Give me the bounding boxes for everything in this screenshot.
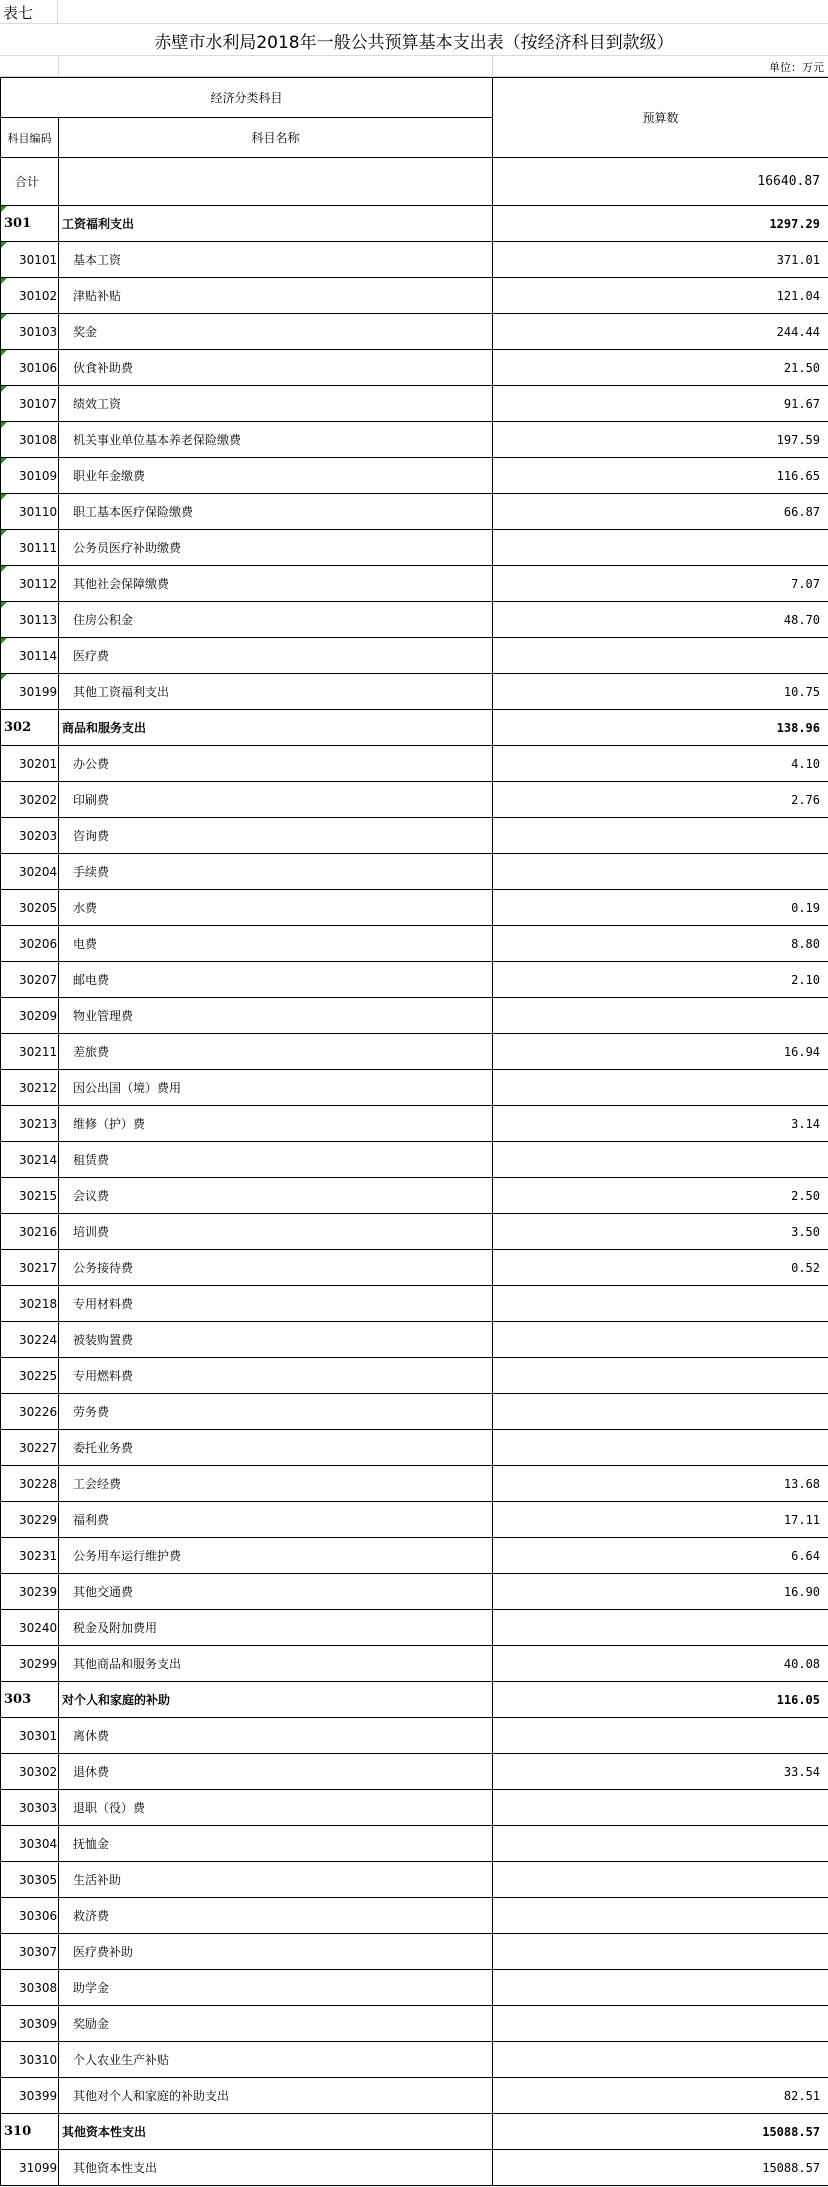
row-name: 机关事业单位基本养老保险缴费	[59, 422, 493, 458]
row-amount: 1297.29	[493, 206, 828, 242]
row-amount	[493, 1430, 828, 1466]
table-row	[1, 1718, 828, 1754]
row-name: 专用材料费	[59, 1286, 493, 1322]
row-amount	[493, 1970, 828, 2006]
table-row	[1, 638, 828, 674]
row-code: 30308	[1, 1970, 59, 2006]
row-amount: 91.67	[493, 386, 828, 422]
table-row	[1, 1286, 828, 1322]
row-code: 30231	[1, 1538, 59, 1574]
row-amount: 197.59	[493, 422, 828, 458]
table-row	[1, 278, 828, 314]
table-row	[1, 998, 828, 1034]
row-amount: 116.05	[493, 1682, 828, 1718]
row-amount: 6.64	[493, 1538, 828, 1574]
category-row	[1, 710, 828, 746]
table-row	[1, 314, 828, 350]
row-amount	[493, 998, 828, 1034]
row-amount	[493, 1862, 828, 1898]
row-amount: 16.94	[493, 1034, 828, 1070]
row-code: 30205	[1, 890, 59, 926]
row-name: 会议费	[59, 1178, 493, 1214]
row-code: 30215	[1, 1178, 59, 1214]
table-row	[1, 1178, 828, 1214]
row-code: 30103	[1, 314, 59, 350]
row-amount	[493, 1718, 828, 1754]
table-row	[1, 1574, 828, 1610]
category-row	[1, 1682, 828, 1718]
row-code: 30204	[1, 854, 59, 890]
row-amount: 0.52	[493, 1250, 828, 1286]
row-name: 邮电费	[59, 962, 493, 998]
table-row	[1, 1754, 828, 1790]
row-name: 奖励金	[59, 2006, 493, 2042]
row-amount: 371.01	[493, 242, 828, 278]
total-label: 合计	[1, 158, 59, 206]
row-name: 其他交通费	[59, 1574, 493, 1610]
header-name: 科目名称	[59, 118, 493, 158]
row-code: 30303	[1, 1790, 59, 1826]
row-name: 公务员医疗补助缴费	[59, 530, 493, 566]
row-name: 差旅费	[59, 1034, 493, 1070]
unit-label: 单位：万元	[769, 60, 824, 74]
table-row	[1, 926, 828, 962]
row-amount	[493, 2006, 828, 2042]
row-name: 福利费	[59, 1502, 493, 1538]
table-row	[1, 962, 828, 998]
table-row	[1, 1646, 828, 1682]
row-name: 其他资本性支出	[59, 2150, 493, 2186]
table-row	[1, 1610, 828, 1646]
row-code: 301	[1, 206, 59, 242]
row-code: 30229	[1, 1502, 59, 1538]
row-amount	[493, 2042, 828, 2078]
table-row	[1, 782, 828, 818]
row-name: 其他社会保障缴费	[59, 566, 493, 602]
row-code: 30309	[1, 2006, 59, 2042]
row-name: 劳务费	[59, 1394, 493, 1430]
table-row	[1, 1862, 828, 1898]
row-amount: 10.75	[493, 674, 828, 710]
row-code: 30202	[1, 782, 59, 818]
row-code: 30111	[1, 530, 59, 566]
row-code: 30310	[1, 2042, 59, 2078]
row-amount: 2.10	[493, 962, 828, 998]
table-row	[1, 1898, 828, 1934]
table-row	[1, 2042, 828, 2078]
table-row	[1, 1790, 828, 1826]
total-amount: 16640.87	[493, 158, 828, 206]
row-amount: 15088.57	[493, 2150, 828, 2186]
unit-row	[0, 56, 828, 77]
row-code: 30108	[1, 422, 59, 458]
row-name: 退休费	[59, 1754, 493, 1790]
row-code: 30213	[1, 1106, 59, 1142]
row-amount: 82.51	[493, 2078, 828, 2114]
row-amount: 16.90	[493, 1574, 828, 1610]
table-row	[1, 1070, 828, 1106]
row-name: 退职（役）费	[59, 1790, 493, 1826]
category-row	[1, 2114, 828, 2150]
row-name: 其他资本性支出	[59, 2114, 493, 2150]
table-row	[1, 1322, 828, 1358]
row-name: 工会经费	[59, 1466, 493, 1502]
table-row	[1, 1430, 828, 1466]
row-code: 30301	[1, 1718, 59, 1754]
row-name: 公务用车运行维护费	[59, 1538, 493, 1574]
row-name: 其他对个人和家庭的补助支出	[59, 2078, 493, 2114]
row-amount: 66.87	[493, 494, 828, 530]
header-group: 经济分类科目	[1, 78, 493, 118]
row-amount	[493, 1358, 828, 1394]
row-code: 30240	[1, 1610, 59, 1646]
row-amount	[493, 818, 828, 854]
row-code: 30201	[1, 746, 59, 782]
row-code: 30224	[1, 1322, 59, 1358]
table-row	[1, 1250, 828, 1286]
row-name: 咨询费	[59, 818, 493, 854]
row-code: 310	[1, 2114, 59, 2150]
row-name: 因公出国（境）费用	[59, 1070, 493, 1106]
row-code: 30302	[1, 1754, 59, 1790]
row-name: 培训费	[59, 1214, 493, 1250]
row-name: 委托业务费	[59, 1430, 493, 1466]
row-amount: 0.19	[493, 890, 828, 926]
row-code: 30114	[1, 638, 59, 674]
row-name: 公务接待费	[59, 1250, 493, 1286]
table-row	[1, 1394, 828, 1430]
row-code: 30216	[1, 1214, 59, 1250]
row-amount: 17.11	[493, 1502, 828, 1538]
row-code: 302	[1, 710, 59, 746]
row-code: 30199	[1, 674, 59, 710]
row-name: 电费	[59, 926, 493, 962]
row-name: 物业管理费	[59, 998, 493, 1034]
table-row	[1, 1034, 828, 1070]
table-row	[1, 1538, 828, 1574]
row-code: 30113	[1, 602, 59, 638]
budget-table	[0, 77, 828, 2186]
row-amount: 13.68	[493, 1466, 828, 1502]
row-name: 医疗费补助	[59, 1934, 493, 1970]
table-row	[1, 1970, 828, 2006]
row-code: 30304	[1, 1826, 59, 1862]
table-row	[1, 674, 828, 710]
row-name: 助学金	[59, 1970, 493, 2006]
row-amount	[493, 1826, 828, 1862]
table-row	[1, 1502, 828, 1538]
title-row	[0, 24, 828, 56]
row-amount	[493, 1070, 828, 1106]
row-code: 30228	[1, 1466, 59, 1502]
row-amount: 15088.57	[493, 2114, 828, 2150]
header-code: 科目编码	[1, 118, 59, 158]
table-row	[1, 746, 828, 782]
row-code: 30226	[1, 1394, 59, 1430]
row-code: 303	[1, 1682, 59, 1718]
table-row	[1, 602, 828, 638]
table-row	[1, 1934, 828, 1970]
table-row	[1, 2078, 828, 2114]
row-amount: 8.80	[493, 926, 828, 962]
row-code: 30307	[1, 1934, 59, 1970]
row-name: 住房公积金	[59, 602, 493, 638]
row-code: 30299	[1, 1646, 59, 1682]
table-row	[1, 458, 828, 494]
row-code: 30109	[1, 458, 59, 494]
row-name: 职工基本医疗保险缴费	[59, 494, 493, 530]
row-amount: 3.14	[493, 1106, 828, 1142]
table-row	[1, 1142, 828, 1178]
row-amount	[493, 1790, 828, 1826]
row-amount: 2.50	[493, 1178, 828, 1214]
table-row	[1, 890, 828, 926]
row-name: 工资福利支出	[59, 206, 493, 242]
row-code: 30239	[1, 1574, 59, 1610]
row-name: 手续费	[59, 854, 493, 890]
row-code: 30227	[1, 1430, 59, 1466]
row-name: 税金及附加费用	[59, 1610, 493, 1646]
total-row	[1, 158, 828, 206]
row-name: 印刷费	[59, 782, 493, 818]
row-amount	[493, 1934, 828, 1970]
table-row	[1, 818, 828, 854]
row-amount	[493, 1142, 828, 1178]
row-amount: 48.70	[493, 602, 828, 638]
category-row	[1, 206, 828, 242]
row-code: 30306	[1, 1898, 59, 1934]
total-name	[59, 158, 493, 206]
row-code: 30110	[1, 494, 59, 530]
row-name: 伙食补助费	[59, 350, 493, 386]
row-code: 30101	[1, 242, 59, 278]
row-name: 基本工资	[59, 242, 493, 278]
row-amount: 2.76	[493, 782, 828, 818]
row-code: 30112	[1, 566, 59, 602]
row-amount: 33.54	[493, 1754, 828, 1790]
header-amount: 预算数	[493, 78, 828, 158]
row-amount: 121.04	[493, 278, 828, 314]
row-code: 30217	[1, 1250, 59, 1286]
row-amount	[493, 1394, 828, 1430]
row-code: 30305	[1, 1862, 59, 1898]
row-amount: 40.08	[493, 1646, 828, 1682]
row-amount: 4.10	[493, 746, 828, 782]
table-row	[1, 494, 828, 530]
row-code: 30203	[1, 818, 59, 854]
page-title: 赤壁市水利局2018年一般公共预算基本支出表（按经济科目到款级）	[154, 32, 674, 53]
row-amount: 21.50	[493, 350, 828, 386]
row-name: 其他工资福利支出	[59, 674, 493, 710]
row-code: 30218	[1, 1286, 59, 1322]
row-code: 30106	[1, 350, 59, 386]
row-name: 水费	[59, 890, 493, 926]
table-row	[1, 530, 828, 566]
row-name: 其他商品和服务支出	[59, 1646, 493, 1682]
row-name: 专用燃料费	[59, 1358, 493, 1394]
row-amount: 116.65	[493, 458, 828, 494]
row-name: 办公费	[59, 746, 493, 782]
row-amount: 7.07	[493, 566, 828, 602]
row-name: 租赁费	[59, 1142, 493, 1178]
header-row	[1, 78, 828, 118]
row-name: 津贴补贴	[59, 278, 493, 314]
row-name: 职业年金缴费	[59, 458, 493, 494]
row-name: 绩效工资	[59, 386, 493, 422]
row-name: 奖金	[59, 314, 493, 350]
row-amount: 244.44	[493, 314, 828, 350]
table-row	[1, 1358, 828, 1394]
row-amount	[493, 1610, 828, 1646]
table-row	[1, 854, 828, 890]
row-amount: 138.96	[493, 710, 828, 746]
row-name: 医疗费	[59, 638, 493, 674]
table-row	[1, 1466, 828, 1502]
row-amount	[493, 530, 828, 566]
row-code: 30207	[1, 962, 59, 998]
table-row	[1, 1106, 828, 1142]
label-row	[0, 0, 828, 24]
row-name: 生活补助	[59, 1862, 493, 1898]
row-code: 30211	[1, 1034, 59, 1070]
row-name: 个人农业生产补贴	[59, 2042, 493, 2078]
row-code: 30214	[1, 1142, 59, 1178]
row-name: 被装购置费	[59, 1322, 493, 1358]
row-code: 30225	[1, 1358, 59, 1394]
row-amount: 3.50	[493, 1214, 828, 1250]
row-amount	[493, 1898, 828, 1934]
row-amount	[493, 1286, 828, 1322]
row-name: 救济费	[59, 1898, 493, 1934]
row-name: 离休费	[59, 1718, 493, 1754]
table-row	[1, 2006, 828, 2042]
sheet-label: 表七	[0, 0, 58, 24]
table-row	[1, 1826, 828, 1862]
row-amount	[493, 1322, 828, 1358]
table-row	[1, 386, 828, 422]
table-row	[1, 422, 828, 458]
row-code: 30212	[1, 1070, 59, 1106]
table-row	[1, 1214, 828, 1250]
row-name: 维修（护）费	[59, 1106, 493, 1142]
row-amount	[493, 854, 828, 890]
row-code: 31099	[1, 2150, 59, 2186]
row-name: 对个人和家庭的补助	[59, 1682, 493, 1718]
row-code: 30209	[1, 998, 59, 1034]
table-row	[1, 2150, 828, 2186]
row-name: 商品和服务支出	[59, 710, 493, 746]
table-row	[1, 242, 828, 278]
row-code: 30107	[1, 386, 59, 422]
row-code: 30102	[1, 278, 59, 314]
row-code: 30206	[1, 926, 59, 962]
row-amount	[493, 638, 828, 674]
table-row	[1, 566, 828, 602]
row-code: 30399	[1, 2078, 59, 2114]
row-name: 抚恤金	[59, 1826, 493, 1862]
table-row	[1, 350, 828, 386]
